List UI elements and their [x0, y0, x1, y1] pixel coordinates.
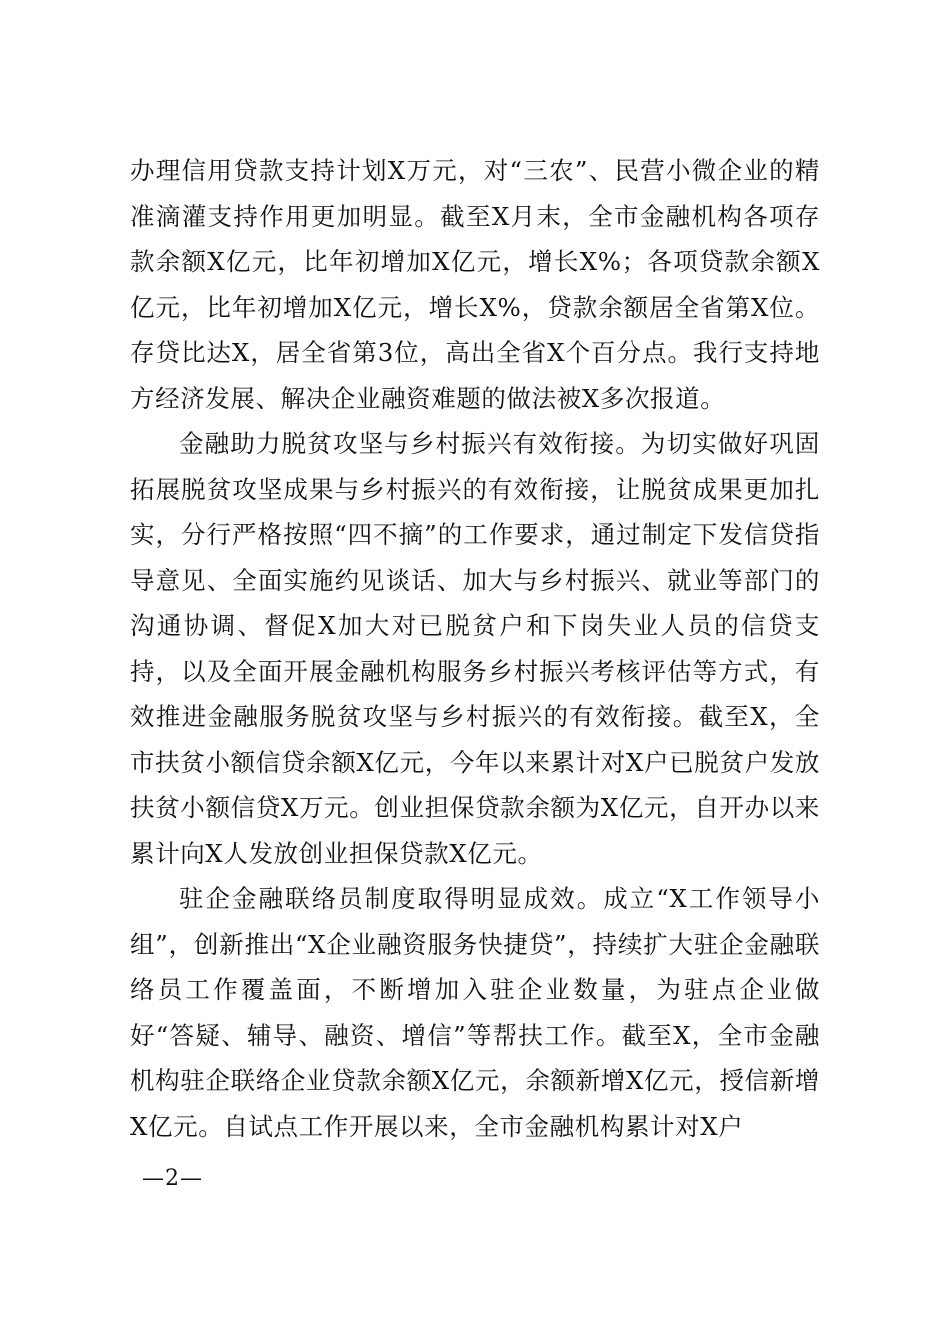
page-number: —2— [142, 1166, 203, 1191]
paragraph-continued: 办理信用贷款支持计划X万元，对“三农”、民营小微企业的精准滴灌支持作用更加明显。截至X月末，全市金融机构各项存款余额X亿元，比年初增加X亿元，增长X%；各项贷款余额X亿元，比年初增加X亿元，增长X%，贷款余额居全省第X位。存贷比达X，居全省第3位，高出全省X个百分点。我行支持地方经济发展、解决企业融资难题的做法被X多次报道。 [130, 156, 820, 413]
paragraph-liaison-system: 驻企金融联络员制度取得明显成效。成立“X工作领导小组”，创新推出“X企业融资服务快捷贷”，持续扩大驻企金融联络员工作覆盖面，不断增加入驻企业数量，为驻点企业做好“答疑、辅导、融资、增信”等帮扶工作。截至X，全市金融机构驻企联络企业贷款余额X亿元，余额新增X亿元，授信新增X亿元。自试点工作开展以来，全市金融机构累计对X户 [130, 884, 820, 1141]
paragraph-poverty-alleviation: 金融助力脱贫攻坚与乡村振兴有效衔接。为切实做好巩固拓展脱贫攻坚成果与乡村振兴的有效衔接，让脱贫成果更加扎实，分行严格按照“四不摘”的工作要求，通过制定下发信贷指导意见、全面实施约见谈话、加大与乡村振兴、就业等部门的沟通协调、督促X加大对已脱贫户和下岗失业人员的信贷支持，以及全面开展金融机构服务乡村振兴考核评估等方式，有效推进金融服务脱贫攻坚与乡村振兴的有效衔接。截至X，全市扶贫小额信贷余额X亿元，今年以来累计对X户已脱贫户发放扶贫小额信贷X万元。创业担保贷款余额为X亿元，自开办以来累计向X人发放创业担保贷款X亿元。 [130, 429, 820, 868]
document-body [130, 148, 820, 1149]
